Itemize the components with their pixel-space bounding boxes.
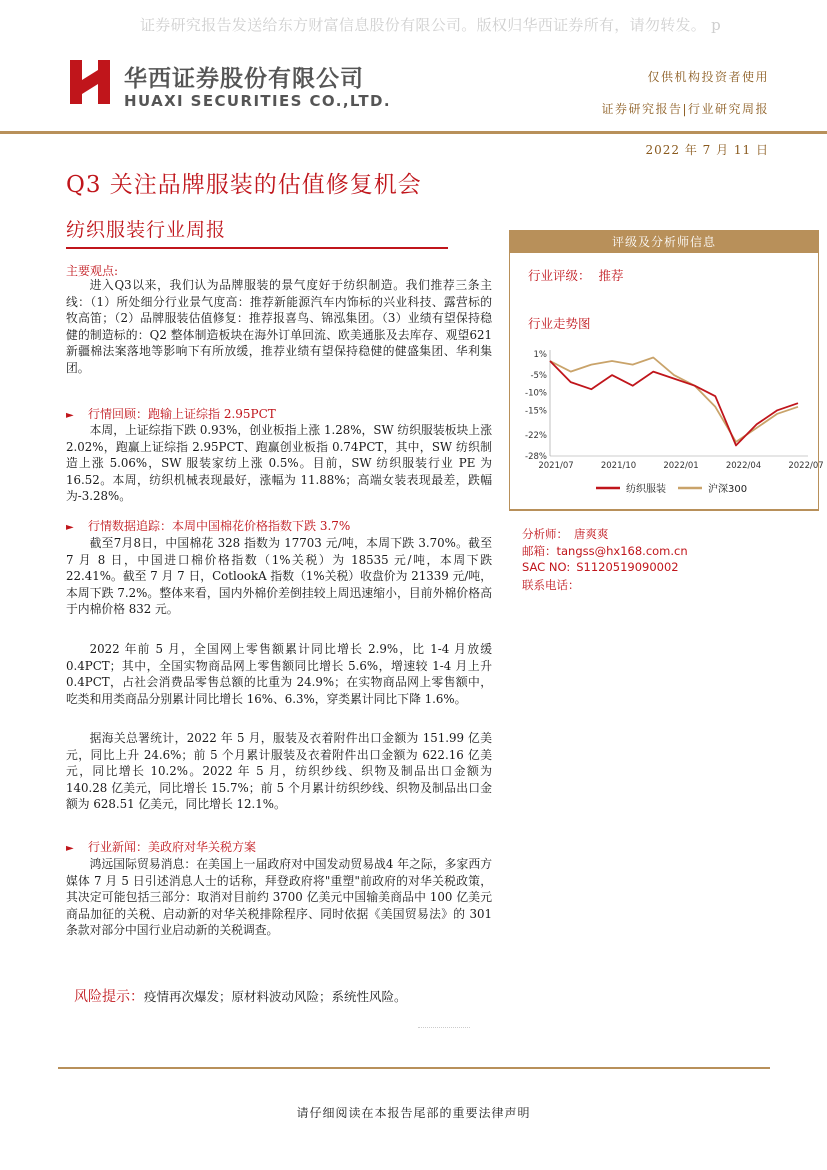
- section-paragraph: 本周，上证综指下跌 0.93%，创业板指上涨 1.28%，SW 纺织服装板块上涨 2.02%，跑赢上证综指 2.95PCT、跑赢创业板指 0.74PCT，其中，SW 纺织制造上涨 5.06%，SW 服装家纺上涨 0.5%。目前，SW 纺织服装行业 PE 为 16.52。本周，纺织机械表现最好，涨幅为 11.88%；高端女装表现最差，跌幅为-3.28%。: [66, 423, 492, 503]
- footer-divider: [58, 1067, 770, 1069]
- risk-warning: [74, 986, 407, 1006]
- industry-trend-chart: [512, 342, 824, 502]
- y-tick-label: -10%: [525, 388, 547, 399]
- legend-label-hs300: 沪深300: [708, 484, 748, 495]
- legend-label-textile: 纺织服装: [626, 484, 666, 495]
- section-heading: ► 行业新闻：美政府对华关税方案: [66, 840, 257, 854]
- company-name-en: HUAXI SECURITIES CO.,LTD.: [124, 92, 391, 110]
- risk-label: 风险提示：: [74, 989, 144, 1005]
- subtitle-underline: [66, 247, 448, 249]
- sac-row: SAC NO: S1120519090002: [522, 560, 679, 574]
- analyst-row: 分析师： 唐爽爽: [522, 527, 609, 541]
- y-axis: [525, 350, 547, 462]
- x-tick-label: 2021/10: [600, 461, 637, 471]
- watermark-text: 证券研究报告发送给东方财富信息股份有限公司。版权归华西证券所有，请勿转发。 p: [140, 16, 722, 34]
- page-dots: [418, 1027, 470, 1028]
- industry-rating: 行业评级： 推荐: [528, 268, 624, 283]
- section-paragraph: 2022 年前 5 月，全国网上零售额累计同比增长 2.9%，比 1-4 月放缓 0.4PCT；其中，全国实物商品网上零售额同比增长 5.6%，增速较 1-4 月上升 0.4PCT，占社会消费品零售总额的比重为 24.9%；在实物商品网上零售额中，吃类和用类商品分别累计同比增长 16%、6.3%，穿类累计同比下降 1.6%。: [66, 642, 492, 706]
- y-tick-label: -22%: [525, 430, 547, 441]
- section-heading: ► 行情数据追踪：本周中国棉花价格指数下跌 3.7%: [66, 519, 351, 533]
- x-tick-label: 2022/07: [788, 461, 824, 471]
- triangle-bullet-icon: ►: [66, 843, 74, 854]
- series-line-textile: [550, 361, 798, 445]
- analyst-divider: [509, 510, 819, 511]
- footer-notice: 请仔细阅读在本报告尾部的重要法律声明: [296, 1106, 531, 1120]
- sac-number: S1120519090002: [576, 560, 679, 574]
- rating-panel-header: 评级及分析师信息: [510, 231, 818, 253]
- audience-tag: 仅供机构投资者使用: [647, 70, 769, 84]
- phone-row: 联系电话：: [522, 578, 580, 592]
- main-points-text: 进入Q3以来，我们认为品牌服装的景气度好于纺织制造。我们推荐三条主线：（1）所处细分行业景气度高：推荐新能源汽车内饰标的兴业科技、露营标的牧高笛；（2）品牌服装估值修复：推荐报喜鸟、锦泓集团。（3）业绩有望保持稳健的制造标的：Q2 整体制造板块在海外订单回流、欧美通胀及去库存、观望621 新疆棉法案落地等影响下有所放缓，推荐业绩有望保持稳健的健盛集团、华利集团。: [66, 278, 492, 375]
- report-type-tag: 证券研究报告|行业研究周报: [601, 102, 769, 116]
- section-paragraph: 截至7月8日，中国棉花 328 指数为 17703 元/吨，本周下跌 3.70%。截至 7 月 8 日，中国进口棉价格指数（1%关税）为 18535 元/吨，本周下跌 22.41%。截至 7 月 7 日，CotlookA 指数（1%关税）收盘价为 21339 元/吨，本周下跌 7.2%。整体来看，国内外棉价差倒挂较上周迅速缩小，目前外棉价格高于内棉价格 832 元。: [66, 536, 492, 616]
- series-line-hs300: [550, 358, 798, 442]
- x-tick-label: 2021/07: [538, 461, 574, 471]
- x-tick-label: 2022/01: [663, 461, 699, 471]
- main-points-label: 主要观点:: [66, 264, 119, 278]
- section-paragraph: 鸿远国际贸易消息：在美国上一届政府对中国发动贸易战4 年之际，多家西方媒体 7 月 5 日引述消息人士的话称，拜登政府将"重塑"前政府的对华关税政策，其决定可能包括三部分：取消对目前约 3700 亿美元中国输美商品中 100 亿美元商品加征的关税、启动新的对华关税排除程序、同时依据《美国贸易法》的 301 条款对部分中国行业启动新的关税调查。: [66, 857, 492, 937]
- company-logo: [66, 58, 114, 106]
- risk-text: 疫情再次爆发；原材料波动风险；系统性风险。: [144, 989, 407, 1004]
- series-lines: [550, 358, 798, 446]
- y-tick-label: -15%: [525, 406, 547, 417]
- analyst-name: 唐爽爽: [574, 527, 609, 541]
- section-heading: ► 行情回顾：跑输上证综指 2.95PCT: [66, 407, 276, 421]
- email-row: 邮箱：tangss@hx168.com.cn: [522, 544, 688, 558]
- company-name-cn: 华西证券股份有限公司: [124, 65, 364, 92]
- y-tick-label: -28%: [525, 452, 547, 462]
- section-paragraph: 据海关总署统计，2022 年 5 月，服装及衣着附件出口金额为 151.99 亿美元，同比上升 24.6%；前 5 个月累计服装及衣着附件出口金额为 622.16 亿美元，同比增长 10.2%。2022 年 5 月，纺织纱线、织物及制品出口金额为 140.28 亿美元，同比增长 15.7%；前 5 个月累计纺织纱线、织物及制品出口金额为 628.51 亿美元，同比增长 12.1%。: [66, 731, 492, 811]
- x-tick-label: 2022/04: [725, 461, 762, 471]
- analyst-email[interactable]: tangss@hx168.com.cn: [556, 544, 688, 558]
- report-date: 2022 年 7 月 11 日: [645, 143, 769, 157]
- x-axis: [538, 461, 823, 471]
- triangle-bullet-icon: ►: [66, 522, 74, 533]
- y-tick-label: -5%: [530, 371, 547, 382]
- trend-chart-label: 行业走势图: [528, 316, 591, 331]
- report-subtitle: 纺织服装行业周报: [66, 219, 227, 241]
- triangle-bullet-icon: ►: [66, 410, 74, 421]
- rating-value: 推荐: [598, 268, 624, 283]
- chart-legend: [596, 482, 747, 495]
- header-divider: [0, 131, 827, 134]
- report-title: Q3 关注品牌服装的估值修复机会: [66, 172, 422, 198]
- y-tick-label: 1%: [533, 350, 547, 360]
